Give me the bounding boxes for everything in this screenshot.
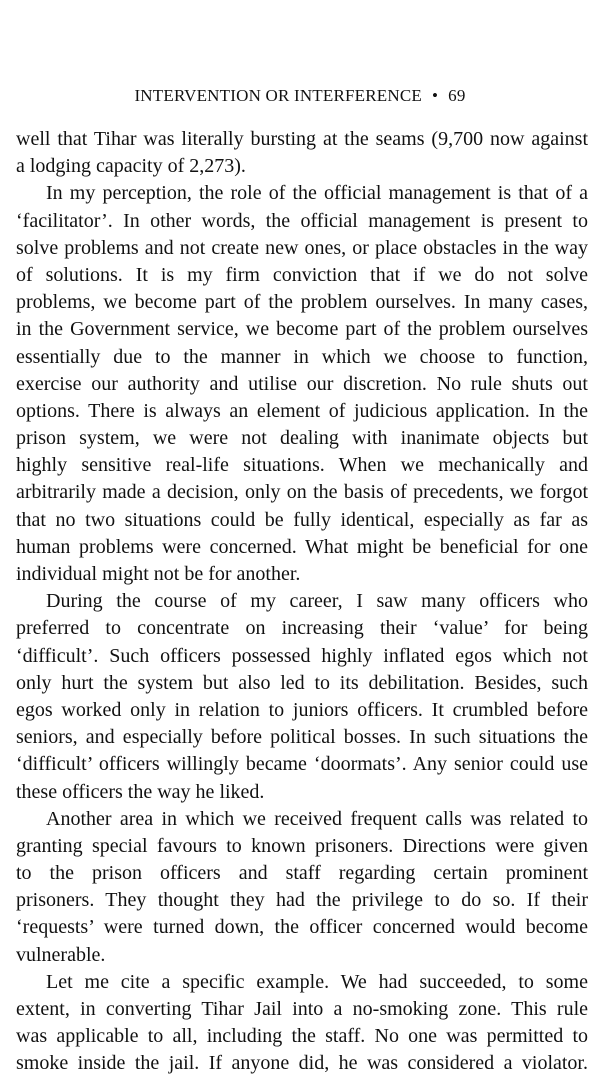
text-line: In my perception, the role of the official management is that of a	[46, 182, 588, 205]
bullet-separator: •	[431, 86, 439, 105]
text-line: vulnerable.	[16, 943, 106, 966]
body-text	[16, 126, 588, 1078]
text-line: ‘difficult’ officers willingly became ‘doormats’. Any senior could use	[16, 753, 588, 776]
text-line: a lodging capacity of 2,273).	[16, 155, 246, 178]
text-line: arbitrarily made a decision, only on the basis of precedents, we forgot	[16, 481, 588, 504]
text-line: exercise our authority and utilise our discretion. No rule shuts out	[16, 372, 588, 395]
text-line: was applicable to all, including the staff. No one was permitted to	[16, 1025, 588, 1048]
text-line: problems, we become part of the problem ourselves. In many cases,	[16, 291, 588, 314]
text-line: granting special favours to known prisoners. Directions were given	[16, 834, 588, 857]
text-line: prisoners. They thought they had the privilege to do so. If their	[16, 889, 588, 912]
text-line: these officers the way he liked.	[16, 780, 265, 803]
paragraph	[16, 588, 588, 806]
text-line: During the course of my career, I saw many officers who	[46, 590, 588, 613]
text-line: options. There is always an element of judicious application. In the	[16, 399, 588, 422]
text-line: of solutions. It is my firm conviction that if we do not solve	[16, 263, 588, 286]
text-line: that no two situations could be fully identical, especially as far as	[16, 508, 588, 531]
text-line: extent, in converting Tihar Jail into a no-smoking zone. This rule	[16, 998, 588, 1020]
text-line: ‘facilitator’. In other words, the official management is present to	[16, 209, 588, 232]
text-line: smoke inside the jail. If anyone did, he was considered a violator.	[16, 1052, 588, 1075]
paragraph	[16, 180, 588, 588]
text-line: ‘difficult’. Such officers possessed highly inflated egos which not	[16, 644, 588, 667]
paragraph	[16, 126, 588, 180]
chapter-title: INTERVENTION OR INTERFERENCE	[134, 86, 422, 105]
text-line: essentially due to the manner in which we choose to function,	[16, 345, 588, 368]
text-line: Let me cite a specific example. We had succeeded, to some	[46, 970, 588, 993]
text-line: human problems were concerned. What might be beneficial for one	[16, 535, 588, 558]
paragraph	[16, 806, 588, 969]
text-line: to the prison officers and staff regarding certain prominent	[16, 862, 588, 885]
text-line: in the Government service, we become part of the problem ourselves	[16, 318, 588, 341]
paragraph	[16, 969, 588, 1078]
text-line: solve problems and not create new ones, or place obstacles in the way	[16, 236, 588, 259]
text-line: well that Tihar was literally bursting at the seams (9,700 now against	[16, 128, 588, 150]
text-line: only hurt the system but also led to its debilitation. Besides, such	[16, 671, 588, 694]
running-head	[0, 86, 600, 106]
text-line: prison system, we were not dealing with inanimate objects but	[16, 427, 588, 450]
text-line: egos worked only in relation to juniors officers. It crumbled before	[16, 698, 588, 721]
text-line: highly sensitive real-life situations. When we mechanically and	[16, 454, 588, 477]
page-number: 69	[448, 86, 466, 105]
text-line: ‘requests’ were turned down, the officer concerned would become	[16, 916, 588, 939]
text-line: individual might not be for another.	[16, 563, 301, 585]
text-line: seniors, and especially before political bosses. In such situations the	[16, 726, 588, 749]
text-line: preferred to concentrate on increasing their ‘value’ for being	[16, 617, 588, 640]
text-line: Another area in which we received frequent calls was related to	[46, 807, 588, 830]
